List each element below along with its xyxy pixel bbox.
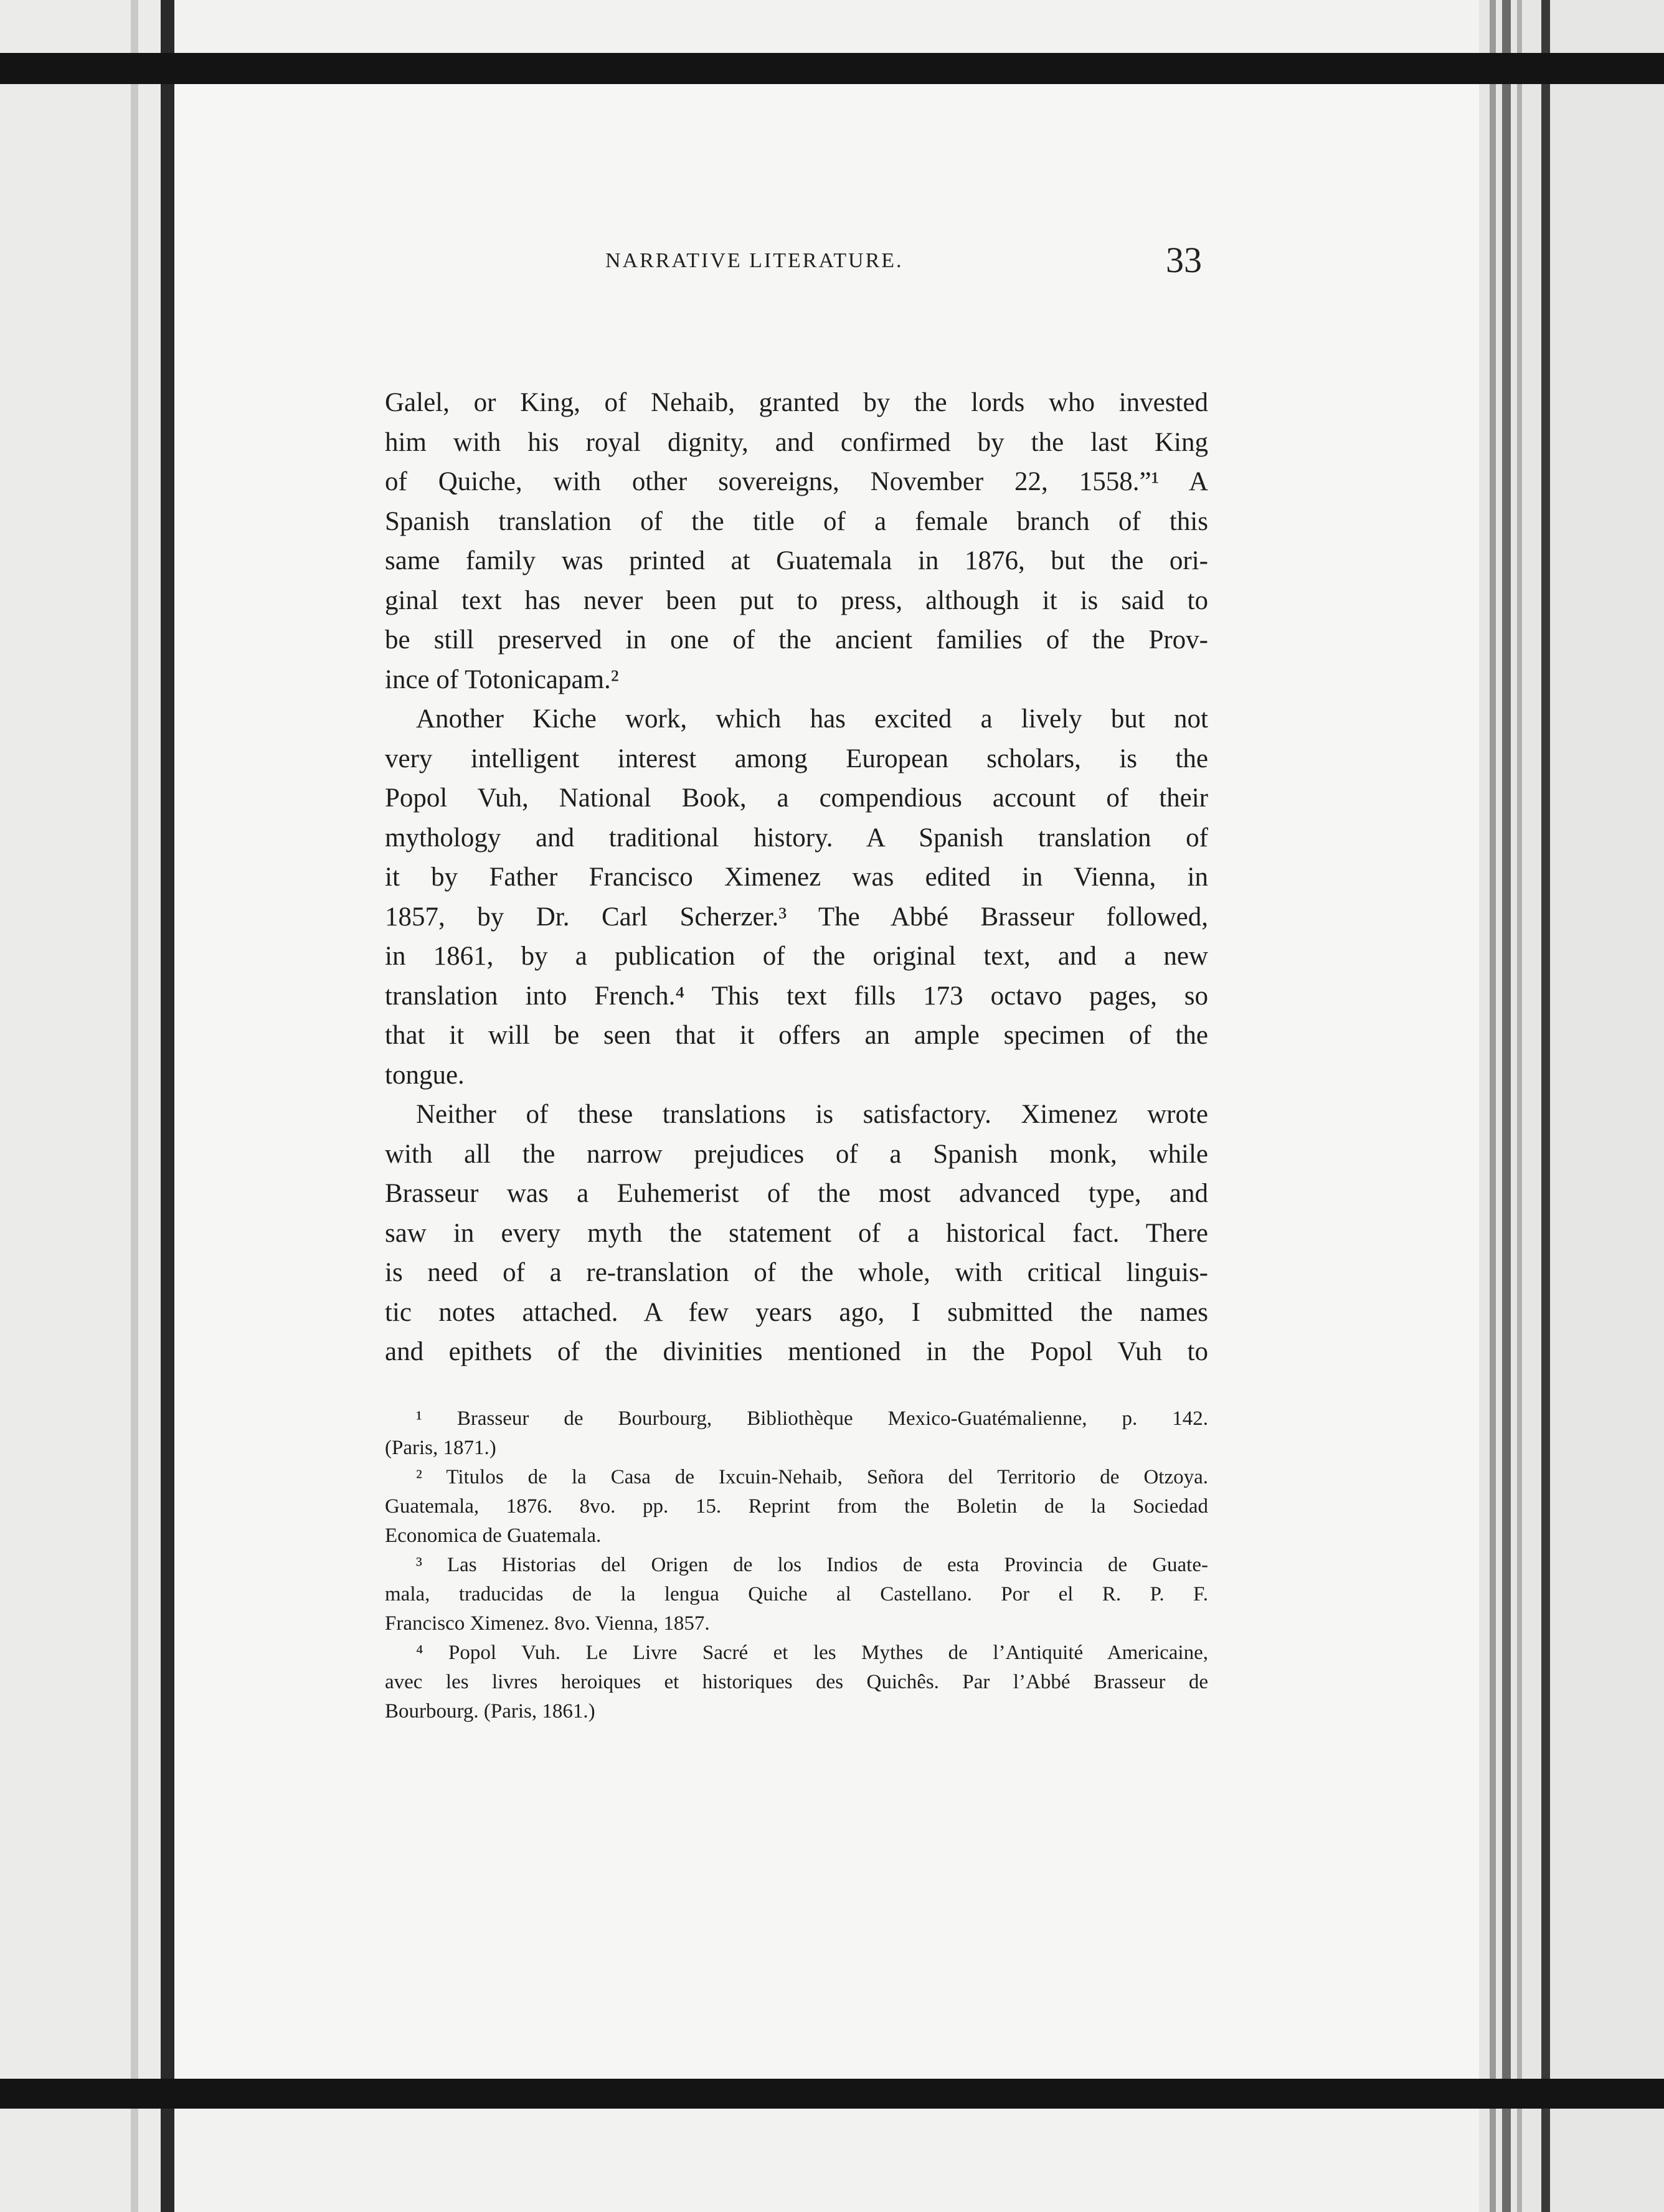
footnote-line: Francisco Ximenez. 8vo. Vienna, 1857. <box>385 1612 710 1635</box>
footnotes <box>385 1404 1208 1726</box>
page-number: 33 <box>1166 240 1202 280</box>
text-line: with all the narrow prejudices of a Spanish monk, while <box>385 1139 1208 1169</box>
text-line: 1857, by Dr. Carl Scherzer.³ The Abbé Brasseur followed, <box>385 902 1208 932</box>
text-line: it by Father Francisco Ximenez was edited in Vienna, in <box>385 863 1208 892</box>
footnote-1 <box>385 1404 1208 1463</box>
text-line: that it will be seen that it offers an ample specimen of the <box>385 1021 1208 1050</box>
text-line: translation into French.⁴ This text fills 173 octavo pages, so <box>385 981 1208 1011</box>
footnote-line: ⁴ Popol Vuh. Le Livre Sacré et les Mythes de l’Antiquité Americaine, <box>416 1642 1208 1664</box>
text-line: him with his royal dignity, and confirmed by the last King <box>385 427 1208 457</box>
text-line: ginal text has never been put to press, although it is said to <box>385 585 1208 615</box>
text-line: is need of a re-translation of the whole, with critical linguis- <box>385 1258 1208 1287</box>
body-text <box>385 383 1208 1372</box>
text-line: Neither of these translations is satisfactory. Ximenez wrote <box>416 1100 1208 1129</box>
text-line: mythology and traditional history. A Spanish translation of <box>385 823 1208 853</box>
scan-frame-left-edge <box>131 0 138 2212</box>
text-line: Spanish translation of the title of a female branch of this <box>385 506 1208 536</box>
text-line: very intelligent interest among European scholars, is the <box>385 744 1208 773</box>
text-line: of Quiche, with other sovereigns, November 22, 1558.”¹ A <box>385 467 1208 496</box>
footnote-line: Guatemala, 1876. 8vo. pp. 15. Reprint from the Boletin de la Sociedad <box>385 1495 1208 1518</box>
text-line: in 1861, by a publication of the original text, and a new <box>385 942 1208 971</box>
text-line: tic notes attached. A few years ago, I submitted the names <box>385 1297 1208 1327</box>
text-line: saw in every myth the statement of a historical fact. There <box>385 1218 1208 1248</box>
footnote-line: ² Titulos de la Casa de Ixcuin-Nehaib, Señora del Territorio de Otzoya. <box>416 1466 1208 1488</box>
paragraph-2 <box>385 699 1208 1095</box>
text-line: Popol Vuh, National Book, a compendious account of their <box>385 783 1208 813</box>
gutter-line-4 <box>1541 0 1550 2212</box>
footnote-line: mala, traducidas de la lengua Quiche al Castellano. Por el R. P. F. <box>385 1583 1208 1605</box>
footnote-line: Economica de Guatemala. <box>385 1524 602 1547</box>
text-line: tongue. <box>385 1060 465 1090</box>
text-line: Brasseur was a Euhemerist of the most advanced type, and <box>385 1179 1208 1208</box>
gutter-line-3 <box>1517 0 1522 2212</box>
text-line: and epithets of the divinities mentioned in the Popol Vuh to <box>385 1337 1208 1366</box>
footnote-line: Bourbourg. (Paris, 1861.) <box>385 1700 595 1723</box>
footnote-line: ¹ Brasseur de Bourbourg, Bibliothèque Mexico-Guatémalienne, p. 142. <box>416 1407 1208 1430</box>
footnote-2 <box>385 1463 1208 1551</box>
text-line: Galel, or King, of Nehaib, granted by the lords who invested <box>385 388 1208 417</box>
paragraph-1 <box>385 383 1208 699</box>
footnote-line: ³ Las Historias del Origen de los Indios de esta Provincia de Guate- <box>416 1554 1208 1576</box>
gutter-line-1 <box>1490 0 1496 2212</box>
text-line: Another Kiche work, which has excited a lively but not <box>416 704 1208 734</box>
text-line: ince of Totonicapam.² <box>385 664 619 694</box>
footnote-line: (Paris, 1871.) <box>385 1437 496 1459</box>
footnote-4 <box>385 1638 1208 1726</box>
scan-frame-bottom <box>0 2079 1664 2109</box>
scan-frame-left <box>161 0 174 2212</box>
text-line: same family was printed at Guatemala in 1876, but the ori- <box>385 546 1208 575</box>
gutter-line-2 <box>1502 0 1511 2212</box>
paragraph-3 <box>385 1095 1208 1372</box>
text-line: be still preserved in one of the ancient families of the Prov- <box>385 625 1208 655</box>
scan-frame-top <box>0 53 1664 84</box>
running-head-title: NARRATIVE LITERATURE. <box>605 249 904 272</box>
footnote-line: avec les livres heroiques et historiques des Quichês. Par l’Abbé Brasseur de <box>385 1671 1208 1693</box>
footnote-3 <box>385 1551 1208 1638</box>
